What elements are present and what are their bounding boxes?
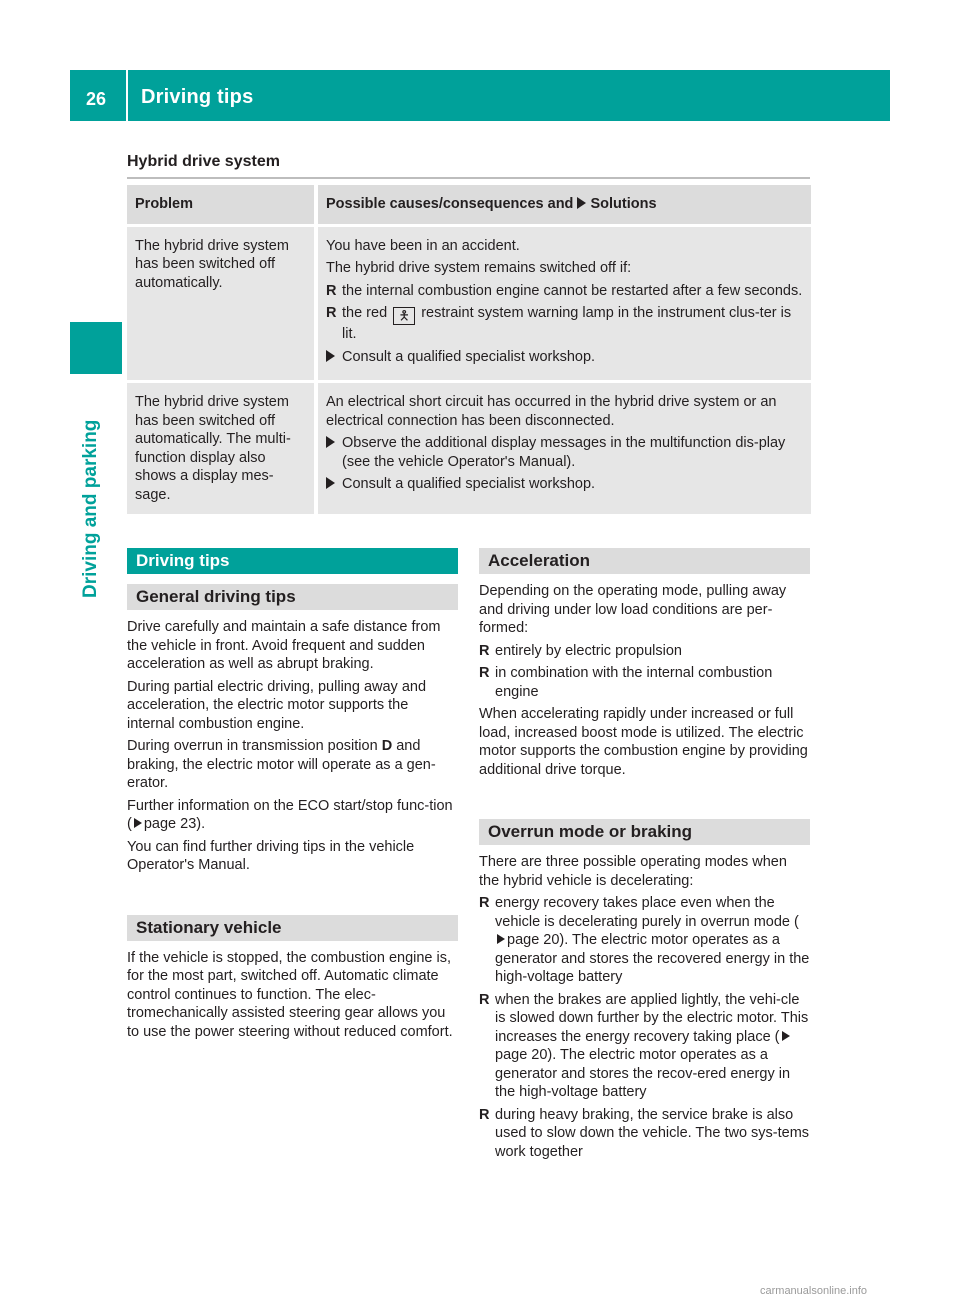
column-header-solutions <box>318 185 811 224</box>
list-item-text-post: restraint system warning lamp in the instrument clus-ter is lit. <box>342 305 792 342</box>
action-step <box>326 475 803 494</box>
bullet-mark: R <box>479 665 490 681</box>
bullet-mark: R <box>479 1106 490 1123</box>
list-item-text <box>495 894 810 987</box>
paragraph: Depending on the operating mode, pulling away and driving under low load conditions are per-formed: <box>479 583 787 636</box>
paragraph: If the vehicle is stopped, the combustion engine is, for the most part, switched off. Automatic climate control continues to function. The elec-tromechanically assisted steering gear allows you to use the power steering without reduced comfort. <box>127 949 453 1040</box>
list-item-text: entirely by electric propulsion <box>495 642 682 659</box>
transmission-position: D <box>381 738 393 754</box>
header-divider <box>126 70 128 121</box>
list-item <box>479 664 810 701</box>
heading-general-driving-tips: General driving tips <box>127 584 458 610</box>
right-column <box>479 548 810 1165</box>
list-item <box>326 282 803 301</box>
paragraph <box>127 737 458 793</box>
list-item-text-pre: the red <box>342 305 388 321</box>
table-row <box>127 227 811 381</box>
restraint-system-warning-icon: 🯅 <box>393 307 415 325</box>
page-ref-icon <box>782 1031 790 1041</box>
bullet-mark: R <box>326 282 337 299</box>
heading-overrun-mode: Overrun mode or braking <box>479 819 810 845</box>
problem-table <box>127 182 811 517</box>
step-arrow-icon <box>326 434 342 471</box>
paragraph-text: and braking, the electric motor will operate as a gen-erator. <box>127 738 436 791</box>
solution-cell <box>318 383 811 514</box>
page-reference[interactable]: page 23). <box>143 816 206 832</box>
page-number: 26 <box>86 89 107 109</box>
table-header-row <box>127 185 811 224</box>
heading-acceleration: Acceleration <box>479 548 810 574</box>
list-item-text <box>342 304 803 344</box>
list-item-text-pre: energy recovery takes place even when the vehicle is decelerating purely in overrun mode ( <box>495 895 799 930</box>
paragraph-text: During overrun in transmission position <box>127 738 378 754</box>
paragraph <box>127 797 458 834</box>
paragraph: When accelerating rapidly under increased or full load, increased boost mode is utilized. The electric motor supports the combustion engine by providing additional drive torque. <box>479 706 808 778</box>
page-ref-icon <box>134 818 142 828</box>
problem-cell: The hybrid drive system has been switched off automatically. The multi-function display also shows a display mes-sage. <box>127 383 318 514</box>
list-item-text: in combination with the internal combustion engine <box>495 665 773 700</box>
paragraph: There are three possible operating modes when the hybrid vehicle is decelerating: <box>479 854 787 889</box>
solution-cell <box>318 227 811 381</box>
bullet-mark: R <box>479 642 490 659</box>
list-item-text: the internal combustion engine cannot be restarted after a few seconds. <box>342 282 803 299</box>
list-item-text <box>495 991 810 1102</box>
side-chapter-label: Driving and parking <box>80 419 101 598</box>
column-header-solutions-post: Solutions <box>590 196 657 212</box>
bullet-mark: R <box>479 991 490 1008</box>
bullet-mark: R <box>479 895 490 911</box>
heading-driving-tips: Driving tips <box>127 548 458 574</box>
list-item <box>479 894 810 987</box>
table-row <box>127 383 811 514</box>
list-item-text-pre: when the brakes are applied lightly, the vehi-cle is slowed down further by the electric motor. This increases the energy recovery taking place ( <box>495 991 809 1045</box>
side-tab-marker <box>70 322 122 374</box>
section-title: Hybrid drive system <box>127 153 280 170</box>
watermark: carmanualsonline.info <box>760 1285 868 1297</box>
paragraph-text: Further information on the ECO start/stop func-tion ( <box>127 797 453 832</box>
column-header-problem: Problem <box>127 185 318 224</box>
left-column <box>127 548 458 1045</box>
list-item <box>326 304 803 344</box>
cause-text: The hybrid drive system remains switched off if: <box>326 260 632 276</box>
action-step <box>326 348 803 367</box>
action-step-text: Observe the additional display messages in the multifunction dis-play (see the vehicle Operator's Manual). <box>342 435 786 470</box>
page-reference[interactable]: page 20). The electric motor operates as a generator and stores the recovered energy in the high-voltage battery <box>495 932 810 985</box>
cause-text: You have been in an accident. <box>326 237 520 254</box>
column-header-solutions-pre: Possible causes/consequences and <box>326 196 574 212</box>
paragraph: Drive carefully and maintain a safe distance from the vehicle in front. Avoid frequent and sudden acceleration as well as abrupt braking. <box>127 619 441 672</box>
section-divider <box>127 177 810 179</box>
page-reference[interactable]: page 20). The electric motor operates as a generator and stores the recov-ered energy in the high-voltage battery <box>495 1047 791 1100</box>
paragraph: You can find further driving tips in the vehicle Operator's Manual. <box>127 838 415 873</box>
problem-cell: The hybrid drive system has been switched off automatically. <box>127 227 318 381</box>
list-item <box>479 991 810 1102</box>
action-step <box>326 434 803 471</box>
action-step-text: Consult a qualified specialist workshop. <box>342 348 596 365</box>
page-ref-icon <box>497 934 505 944</box>
cause-text: An electrical short circuit has occurred in the hybrid drive system or an electrical connection has been disconnected. <box>326 394 777 429</box>
chapter-title: Driving tips <box>141 86 254 108</box>
step-arrow-icon <box>326 348 342 367</box>
list-item <box>479 1106 810 1162</box>
bullet-mark: R <box>326 305 337 321</box>
paragraph: During partial electric driving, pulling away and acceleration, the electric motor supports the internal combustion engine. <box>127 678 427 732</box>
list-item <box>479 642 810 661</box>
page-header <box>70 70 890 121</box>
action-step-text: Consult a qualified specialist workshop. <box>342 476 596 492</box>
step-arrow-icon <box>326 475 342 494</box>
list-item-text: during heavy braking, the service brake is also used to slow down the vehicle. The two sys-tems work together <box>495 1106 810 1160</box>
solution-arrow-icon <box>577 197 586 209</box>
heading-stationary-vehicle: Stationary vehicle <box>127 915 458 941</box>
